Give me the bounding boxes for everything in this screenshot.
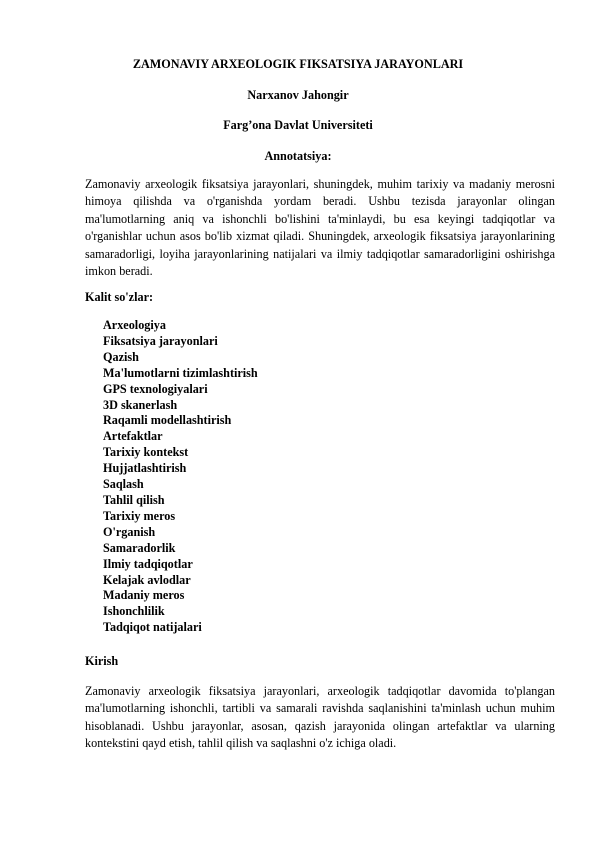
keyword-item: Ma'lumotlarni tizimlashtirish	[103, 365, 258, 380]
keyword-item: O'rganish	[103, 524, 156, 539]
keyword-item: Tarixiy meros	[103, 508, 176, 523]
keyword-item: GPS texnologiyalari	[103, 381, 208, 396]
keyword-item: Madaniy meros	[103, 588, 185, 603]
author-name: Narxanov Jahongir	[247, 88, 349, 102]
keyword-item: Hujjatlashtirish	[103, 461, 187, 476]
keyword-item: Ishonchlilik	[103, 604, 165, 619]
keyword-item: Saqlash	[103, 477, 144, 492]
keyword-item: 3D skanerlash	[103, 397, 178, 412]
intro-heading: Kirish	[85, 654, 119, 668]
keyword-item: Tarixiy kontekst	[103, 445, 189, 460]
university-name: Farg’ona Davlat Universiteti	[223, 118, 373, 132]
keyword-item: Tadqiqot natijalari	[103, 620, 202, 635]
keywords-heading: Kalit so'zlar:	[85, 290, 154, 304]
intro-text: Zamonaviy arxeologik fiksatsiya jarayonlari, arxeologik tadqiqotlar davomida to'plangan ma'lumotlarning ishonchli, tartibli va samarali ravishda saqlanishini ta'minlash uchun muhim hisoblanadi. Ushbu jarayonlar, asosan, qazish jarayonida olingan artefaktlar va ularning kontekstini qayd etish, tahlil qilish va saqlashni o'z ichiga oladi.	[85, 684, 555, 751]
keyword-item: Samaradorlik	[103, 540, 176, 555]
abstract-heading: Annotatsiya:	[264, 149, 332, 163]
keyword-item: Qazish	[103, 349, 139, 364]
keyword-item: Ilmiy tadqiqotlar	[103, 556, 193, 571]
document-title: ZAMONAVIY ARXEOLOGIK FIKSATSIYA JARAYONLARI	[132, 57, 464, 71]
keyword-item: Fiksatsiya jarayonlari	[103, 333, 218, 348]
abstract-text: Zamonaviy arxeologik fiksatsiya jarayonlari, shuningdek, muhim tarixiy va madaniy merosni himoya qilishda va o'rganishda yordam beradi. Ushbu tezisda jarayonlar olingan ma'lumotlarning aniq va ishonchli bo'lishini ta'minlaydi, bu esa keyingi tadqiqotlar va o'rganishlar uchun asos bo'lib xizmat qiladi. Shuningdek, arxeologik fiksatsiya jarayonlarining samaradorligi, loyiha jarayonlarining natijalari va ilmiy tadqiqotlar samaradorligini oshirishga imkon beradi.	[85, 177, 555, 279]
keywords-list	[103, 318, 258, 636]
keyword-item: Raqamli modellashtirish	[103, 413, 232, 428]
keyword-item: Artefaktlar	[103, 429, 163, 444]
keyword-item: Kelajak avlodlar	[103, 572, 191, 587]
keyword-item: Arxeologiya	[103, 318, 166, 332]
keyword-item: Tahlil qilish	[103, 492, 165, 507]
